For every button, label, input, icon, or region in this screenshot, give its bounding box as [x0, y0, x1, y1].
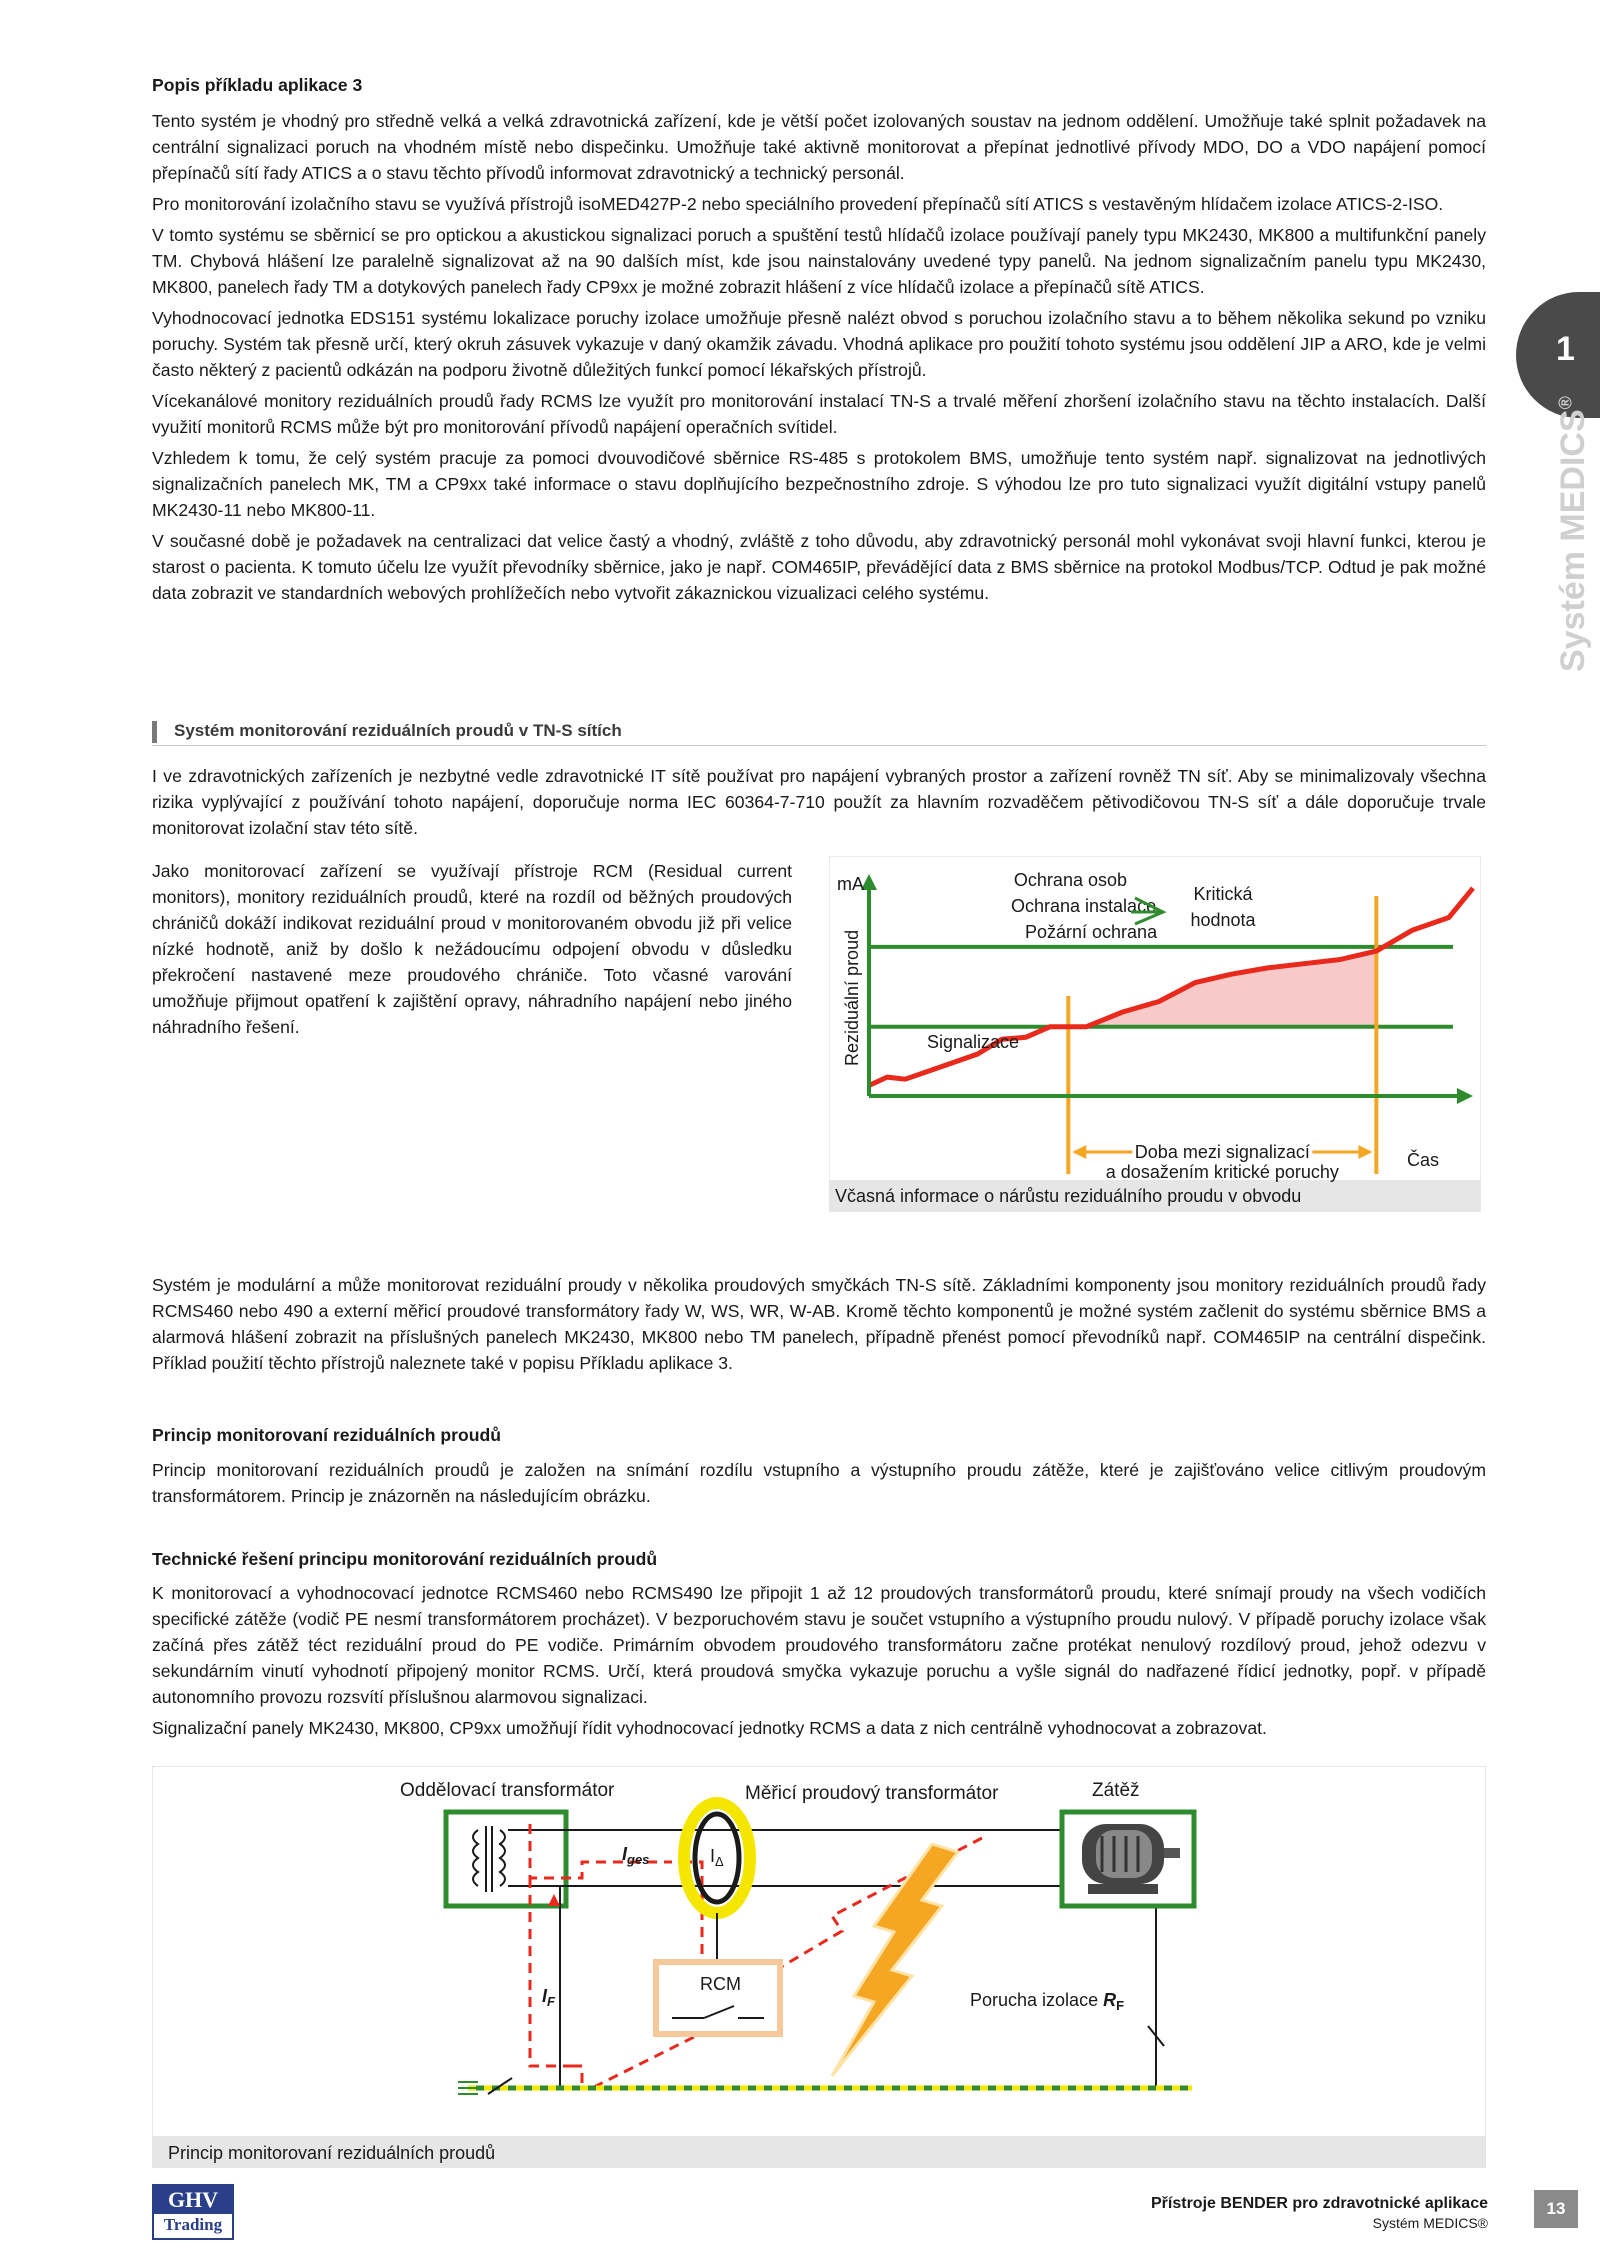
- side-label-reg: ®: [1555, 396, 1576, 410]
- paragraph: Systém je modulární a může monitorovat reziduální proudy v několika proudových smyčkách TN-S sítě. Základními komponenty jsou monitory reziduálních proudů řady RCMS460 nebo 490 a externí měřicí proudové transformátory řady W, WS, WR, W-AB. Kromě těchto komponentů je možné systém začlenit do systému sběrnice BMS a alarmová hlášení zobrazit na příslušných panelech MK2430, MK800 nebo TM panelech, případně přenést pomocí převodníků např. COM465IP na centrální dispečink. Příklad použití těchto přístrojů naleznete také v popisu Příkladu aplikace 3.: [152, 1275, 1486, 1373]
- logo-bottom: Trading: [163, 2215, 223, 2234]
- iges-label: $I_{ges}$: [622, 1844, 650, 1867]
- diagram-caption: Princip monitorovaní reziduálních proudů: [168, 2143, 496, 2163]
- interval-label: Doba mezi signalizací: [1134, 1142, 1310, 1162]
- paragraph: Pro monitorování izolačního stavu se využívá přístrojů isoMED427P-2 nebo speciálního provedení přepínačů sítí ATICS s vestavěným hlídačem izolace ATICS-2-ISO.: [152, 194, 1444, 214]
- principle-diagram: [152, 1766, 1486, 2168]
- example3-block: [152, 72, 1486, 606]
- protection-label: Ochrana instalace: [1011, 896, 1157, 916]
- paragraph: Vzhledem k tomu, že celý systém pracuje za pomoci dvouvodičové sběrnice RS-485 s protokolem BMS, umožňuje tento systém např. signalizovat na jednotlivých signalizačních panelech MK, TM a CP9xx také informace o stavu doplňujícího bezpečnostního zdroje. S výhodou lze pro tuto signalizaci využít digitální vstupy panelů MK2430-11 nebo MK800-11.: [152, 448, 1486, 520]
- section-title: Systém monitorování reziduálních proudů v TN-S sítích: [174, 721, 622, 740]
- y-axis-label: Reziduální proud: [842, 929, 862, 1066]
- section2-intro: [152, 763, 1486, 841]
- side-label-text: Systém MEDICS: [1554, 409, 1592, 672]
- example3-heading: Popis příkladu aplikace 3: [152, 75, 363, 95]
- footer-title: Přístroje BENDER pro zdravotnické aplikace: [1151, 2195, 1488, 2212]
- chart-caption: Včasná informace o nárůstu reziduálního proudu v obvodu: [835, 1186, 1302, 1206]
- paragraph: Jako monitorovací zařízení se využívají přístroje RCM (Residual current monitors), monitory reziduálních proudů, které na rozdíl od běžných proudových chráničů dokáží indikovat reziduální proud v monitorovaném obvodu již při velice nízké hodnotě, aniž by došlo k nežádoucímu odpojení obvodu v důsledku překročení nastavené meze proudového chrániče. Toto včasné varování umožňuje přijmout opatření k zajištění opravy, náhradního napájení nebo jiného náhradního řešení.: [152, 861, 792, 1037]
- signalizace-label: Signalizace: [927, 1032, 1020, 1052]
- side-label: [1554, 396, 1593, 672]
- technical-heading: Technické řešení principu monitorování reziduálních proudů: [152, 1549, 658, 1569]
- critical-label: hodnota: [1190, 910, 1256, 930]
- section2-left-text: [152, 858, 792, 1040]
- section-bar: [152, 721, 157, 743]
- technical-block: [152, 1546, 1486, 1741]
- rcm-label: RCM: [700, 1974, 741, 1994]
- fault-label: Porucha izolace $R_F$: [970, 1990, 1125, 2013]
- paragraph: Vícekanálové monitory reziduálních proudů řady RCMS lze využít pro monitorování instalací TN-S a trvalé měření zhoršení izolačního stavu na těchto instalacích. Další využití monitorů RCMS může být pro monitorování přívodů napájení operačních svítidel.: [152, 391, 1486, 437]
- footer-subtitle: Systém MEDICS®: [1372, 2215, 1488, 2231]
- paragraph: Princip monitorovaní reziduálních proudů je založen na snímání rozdílu vstupního a výstupního proudu zátěže, které je zajišťováno velice citlivým proudovým transformátorem. Princip je znázorněn na následujícím obrázku.: [152, 1460, 1486, 1506]
- paragraph: V tomto systému se sběrnicí se pro optickou a akustickou signalizaci poruch a spuštění testů hlídačů izolace používají panely typu MK2430, MK800 a multifunkční panely TM. Chybová hlášení lze paralelně signalizovat až na 90 dalších míst, kde jsou nainstalovány uvedené typy panelů. Na jednom signalizačním panelu typu MK2430, MK800, panelech řady TM a dotykových panelech řady CP9xx je možné zobrazit hlášení z více hlídačů izolace a přepínačů sítě ATICS.: [152, 225, 1486, 297]
- principle-heading: Princip monitorovaní reziduálních proudů: [152, 1425, 501, 1445]
- section-heading: [152, 719, 1486, 746]
- ct-label: Měřicí proudový transformátor: [745, 1783, 999, 1804]
- critical-label: Kritická: [1193, 884, 1253, 904]
- section2-after: [152, 1272, 1486, 1376]
- paragraph: Signalizační panely MK2430, MK800, CP9xx umožňují řídit vyhodnocovací jednotky RCMS a data z nich centrálně vyhodnocovat a zobrazovat.: [152, 1718, 1267, 1738]
- paragraph: Vyhodnocovací jednotka EDS151 systému lokalizace poruchy izolace umožňuje přesně nalézt obvod s poruchou izolačního stavu a to během několika sekund po vzniku poruchy. Systém tak přesně určí, který okruh zásuvek vykazuje v daný okamžik závadu. Vhodná aplikace pro použití tohoto systému jsou oddělení JIP a ARO, kde je velmi často některý z pacientů odkázán na podporu životně důležitých funkcí pomocí lékařských přístrojů.: [152, 308, 1486, 380]
- paragraph: K monitorovací a vyhodnocovací jednotce RCMS460 nebo RCMS490 lze připojit 1 až 12 proudových transformátorů proudu, které snímají proudy na všech vodičích specifické zátěže (vodič PE nesmí transformátorem procházet). V bezporuchovém stavu je součet vstupního a výstupního proudu nulový. V případě poruchy izolace však začíná přes zátěž téct reziduální proud do PE vodiče. Primárním obvodem proudového transformátoru začne protékat nenulový rozdílový proud, jehož odezvu v sekundárním vinutí vyhodnotí připojený monitor RCMS. Určí, která proudová smyčka vykazuje poruchu a vyšle signál do nadřazené řídicí jednotky, popř. v případě autonomního provozu rozsvítí příslušnou alarmovou signalizaci.: [152, 1583, 1486, 1707]
- paragraph: Tento systém je vhodný pro středně velká a velká zdravotnická zařízení, kde je větší počet izolovaných soustav na jednom oddělení. Umožňuje také splnit požadavek na centrální signalizaci poruch na vhodném místě nebo dispečinku. Umožňuje také aktivně monitorovat a přepínat jednotlivé přívody MDO, DO a VDO napájení pomocí přepínačů sítí řady ATICS a o stavu těchto přívodů informovat zdravotnický a technický personál.: [152, 111, 1486, 183]
- ghv-logo: [152, 2184, 234, 2240]
- if-label: $I_F$: [542, 1986, 555, 2009]
- y-unit-label: mA: [837, 874, 864, 894]
- load-label: Zátěž: [1092, 1780, 1140, 1801]
- page-number: 13: [1534, 2190, 1578, 2228]
- logo-top: GHV: [154, 2186, 232, 2214]
- transformer-label: Oddělovací transformátor: [400, 1780, 615, 1801]
- interval-label: a dosažením kritické poruchy: [1105, 1162, 1339, 1182]
- chapter-number: 1: [1556, 330, 1575, 368]
- protection-label: Požární ochrana: [1025, 922, 1158, 942]
- rcm-device: [656, 1962, 780, 2034]
- paragraph: V současné době je požadavek na centralizaci dat velice častý a vhodný, zvláště z toho důvodu, aby zdravotnický personál mohl vykonávat svoji hlavní funkci, kterou je starost o pacienta. K tomuto účelu lze využít převodníky sběrnice, jako je např. COM465IP, převádějící data z BMS sběrnice na protokol Modbus/TCP. Odtud je pak možné data zobrazit ve standardních webových prohlížečích nebo vytvořit zákaznickou vizualizaci celého systému.: [152, 531, 1486, 603]
- paragraph: I ve zdravotnických zařízeních je nezbytné vedle zdravotnické IT sítě používat pro napájení vybraných prostor a zařízení rovněž TN síť. Aby se minimalizovaly všechna rizika vyplývající z používání tohoto napájení, doporučuje norma IEC 60364-7-710 použít za hlavním rozvaděčem pětivodičovou TN-S síť a dále doporučuje trvale monitorovat izolační stav této sítě.: [152, 766, 1486, 838]
- residual-current-chart: [829, 856, 1481, 1212]
- protection-label: Ochrana osob: [1013, 870, 1127, 890]
- principle-block: [152, 1422, 1486, 1509]
- idelta-label: $I_\Delta$: [710, 1846, 724, 1869]
- x-axis-label: Čas: [1407, 1150, 1440, 1170]
